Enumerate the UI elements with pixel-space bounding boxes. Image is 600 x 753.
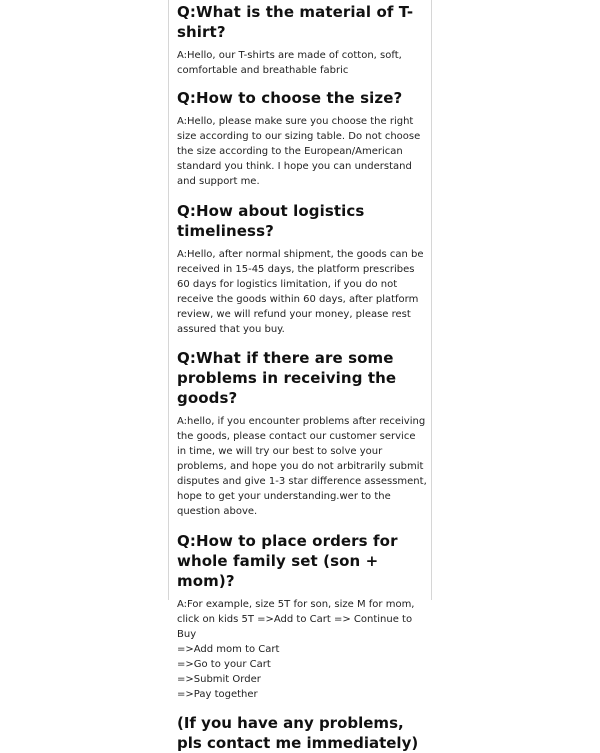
closing-note: (If you have any problems, pls contact me immediately) <box>177 714 419 752</box>
faq-question: Q:How to choose the size? <box>177 89 403 107</box>
faq-question: Q:How to place orders for whole family set (son + mom)? <box>177 532 398 590</box>
left-divider <box>168 0 169 600</box>
faq-answer: A:For example, size 5T for son, size M for mom, click on kids 5T =>Add to Cart => Continue to Buy <box>177 599 415 640</box>
faq-answer: A:Hello, our T-shirts are made of cotton, soft, comfortable and breathable fabric <box>177 50 402 76</box>
right-divider <box>431 0 432 600</box>
faq-question: Q:What is the material of T-shirt? <box>177 3 414 41</box>
faq-item-family-order <box>177 531 427 702</box>
faq-question: Q:What if there are some problems in receiving the goods? <box>177 349 397 407</box>
faq-answer: A:Hello, please make sure you choose the right size according to our sizing table. Do not choose the size according to the European/American standard you think. I hope you can understand and support me. <box>177 116 421 187</box>
order-steps-list <box>177 642 427 702</box>
order-step: =>Add mom to Cart <box>177 644 280 655</box>
order-step: =>Submit Order <box>177 674 261 685</box>
faq-answer: A:hello, if you encounter problems after receiving the goods, please contact our customer service in time, we will try our best to solve your problems, and hope you do not arbitrarily submit disputes and give 1-3 star difference assessment, hope to get your understanding.wer to the question above. <box>177 416 427 517</box>
faq-answer: A:Hello, after normal shipment, the goods can be received in 15-45 days, the platform prescribes 60 days for logistics limitation, if you do not receive the goods within 60 days, after platform review, we will refund your money, please rest assured that you buy. <box>177 249 424 335</box>
faq-content <box>177 2 427 753</box>
faq-item-logistics <box>177 201 427 337</box>
faq-item-material <box>177 2 427 78</box>
faq-item-size <box>177 88 427 189</box>
order-step: =>Go to your Cart <box>177 659 271 670</box>
faq-item-problems <box>177 348 427 519</box>
faq-question: Q:How about logistics timeliness? <box>177 202 365 240</box>
order-step: =>Pay together <box>177 689 258 700</box>
